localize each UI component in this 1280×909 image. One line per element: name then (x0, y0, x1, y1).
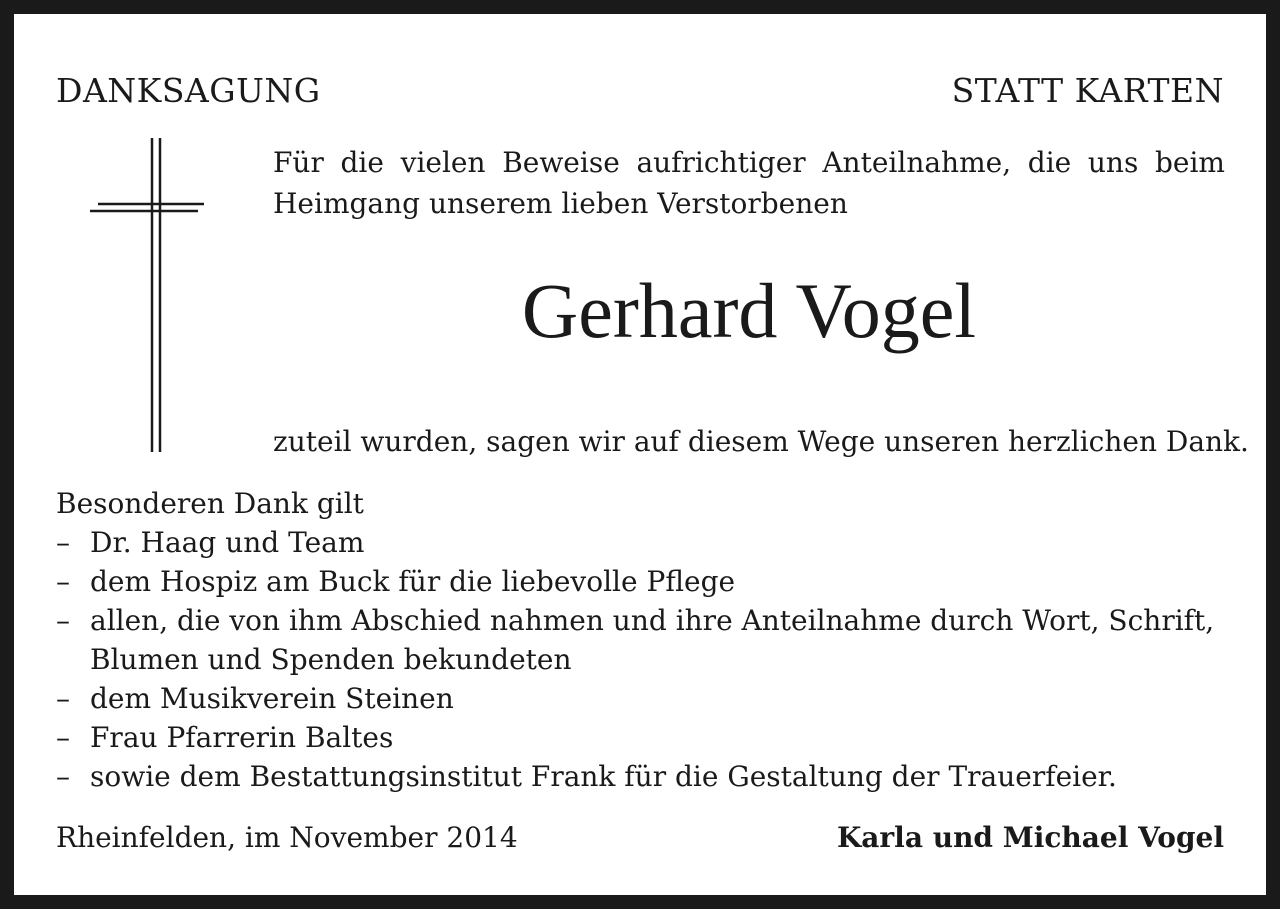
header-title: DANKSAGUNG (56, 71, 321, 110)
thanks-section (56, 484, 1226, 796)
list-item (56, 562, 1226, 601)
obituary-notice (14, 14, 1266, 895)
list-bullet: – (56, 526, 70, 559)
cross-icon (90, 138, 210, 452)
list-item-text: sowie dem Bestattungsinstitut Frank für die Gestaltung der Trauerfeier. (90, 760, 1117, 793)
list-item-text: dem Musikverein Steinen (90, 682, 454, 715)
list-bullet: – (56, 604, 70, 637)
thanks-heading: Besonderen Dank gilt (56, 487, 364, 520)
thanks-list (56, 523, 1226, 796)
list-item-text: allen, die von ihm Abschied nahmen und ihre Anteilnahme durch Wort, Schrift, Blumen und Spenden bekundeten (90, 604, 1215, 676)
list-item (56, 718, 1226, 757)
deceased-name: Gerhard Vogel (521, 267, 977, 354)
place-date: Rheinfelden, im November 2014 (56, 821, 518, 854)
list-item (56, 601, 1226, 679)
header-subtitle: STATT KARTEN (951, 71, 1224, 110)
list-item (56, 523, 1226, 562)
list-bullet: – (56, 682, 70, 715)
outro-text: zuteil wurden, sagen wir auf diesem Wege unseren herzlichen Dank. (273, 425, 1249, 458)
list-item-text: Frau Pfarrerin Baltes (90, 721, 394, 754)
intro-text: Für die vielen Beweise aufrichtiger Anteilnahme, die uns beim Heimgang unserem lieben Verstorbenen (273, 146, 1225, 220)
list-item-text: dem Hospiz am Buck für die liebevolle Pflege (90, 565, 736, 598)
list-item-text: Dr. Haag und Team (90, 526, 365, 559)
list-bullet: – (56, 565, 70, 598)
list-bullet: – (56, 721, 70, 754)
signatories: Karla und Michael Vogel (836, 821, 1224, 854)
list-item (56, 679, 1226, 718)
list-bullet: – (56, 760, 70, 793)
list-item (56, 757, 1226, 796)
